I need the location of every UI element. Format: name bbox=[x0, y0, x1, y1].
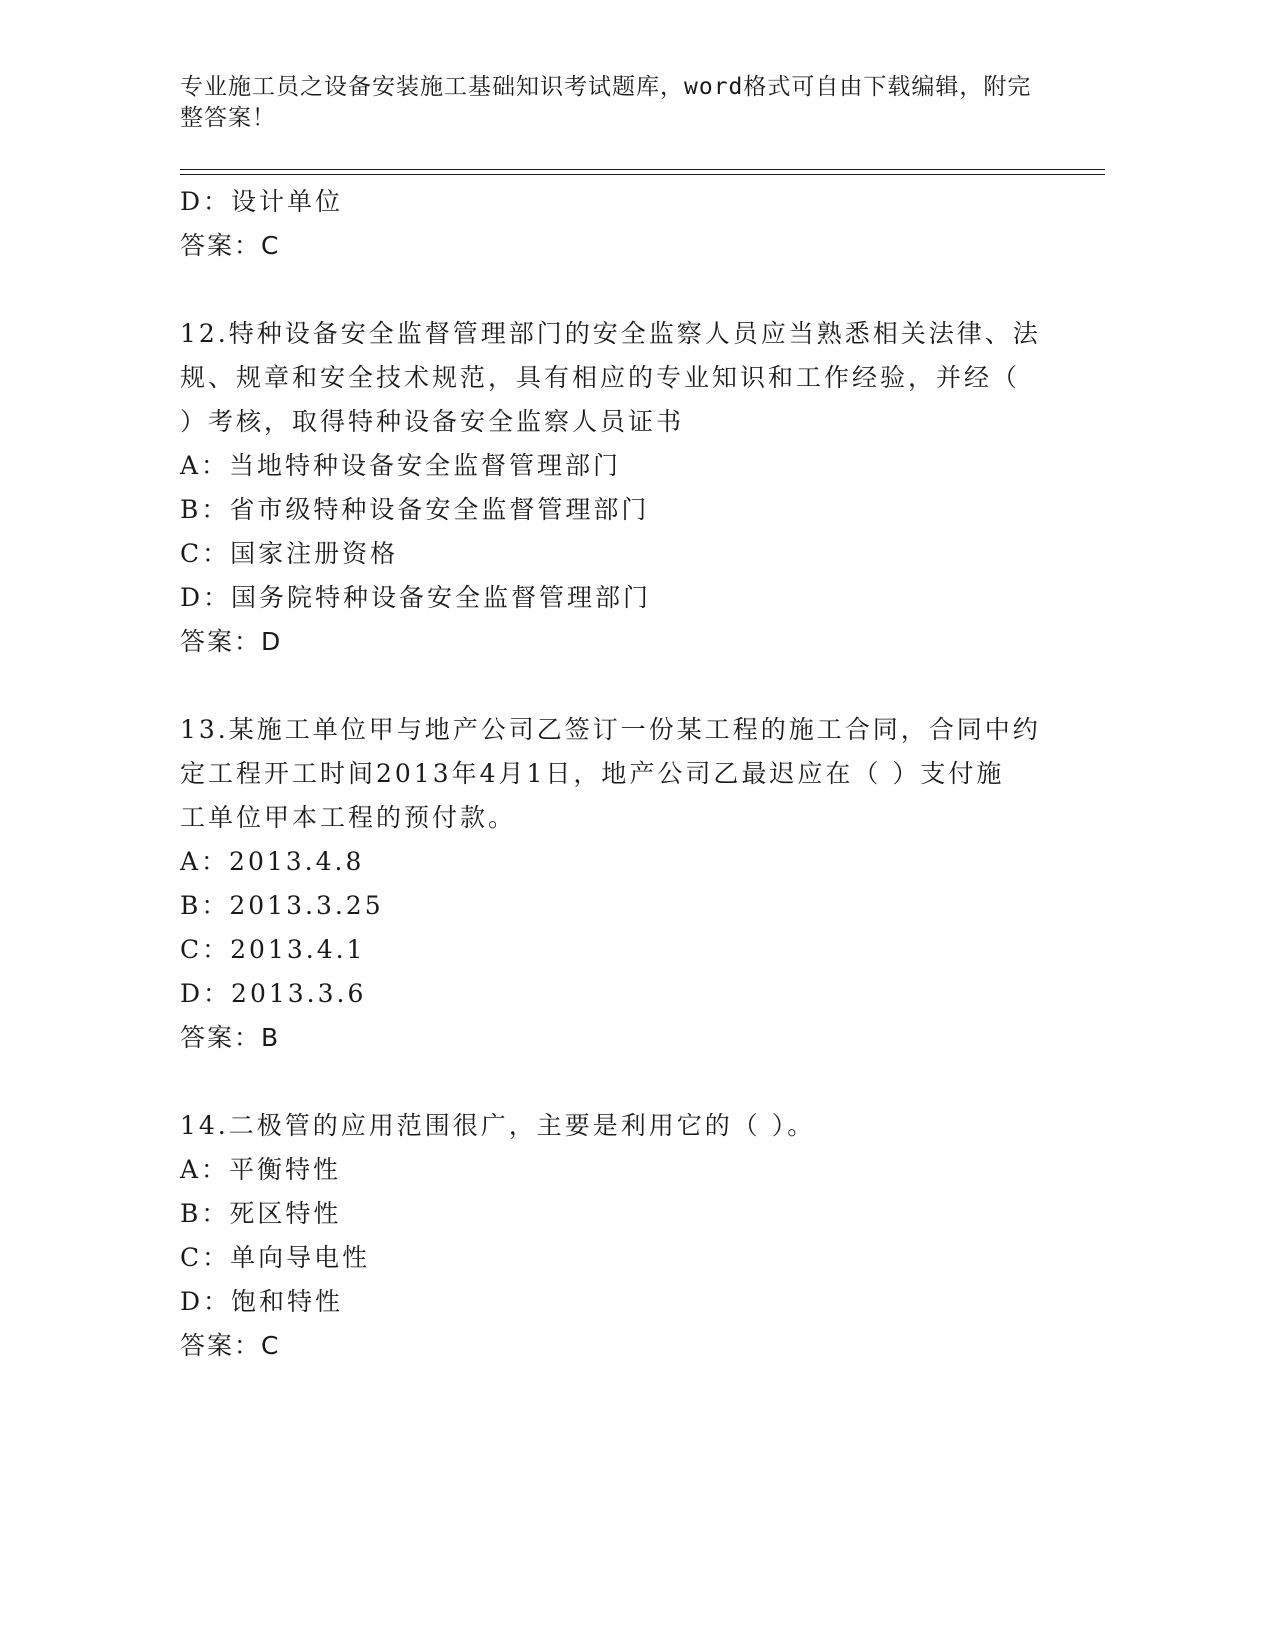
option-a: A：2013.4.8 bbox=[180, 847, 365, 876]
option-d: D：国务院特种设备安全监督管理部门 bbox=[180, 583, 652, 612]
header-line-2: 整答案！ bbox=[180, 105, 276, 131]
option-c: C：2013.4.1 bbox=[180, 935, 366, 964]
question-14 bbox=[180, 1104, 1060, 1368]
answer-line: 答案：C bbox=[180, 1331, 281, 1360]
answer-line: 答案：D bbox=[180, 627, 283, 656]
document-body bbox=[180, 180, 1060, 1368]
question-stem-line: 定工程开工时间2013年4月1日，地产公司乙最迟应在（ ）支付施 bbox=[180, 759, 1005, 788]
option-c: C：国家注册资格 bbox=[180, 539, 399, 568]
question-stem-line: 12.特种设备安全监督管理部门的安全监察人员应当熟悉相关法律、法 bbox=[180, 319, 1041, 348]
question-stem-line: 规、规章和安全技术规范，具有相应的专业知识和工作经验，并经（ bbox=[180, 363, 1021, 392]
header-divider-bottom bbox=[180, 174, 1105, 175]
previous-question-tail bbox=[180, 180, 1060, 268]
header-divider-top bbox=[180, 169, 1105, 170]
option-b: B：死区特性 bbox=[180, 1199, 342, 1228]
option-a: A：当地特种设备安全监督管理部门 bbox=[180, 451, 622, 480]
option-b: B：省市级特种设备安全监督管理部门 bbox=[180, 495, 650, 524]
question-stem-line: 13.某施工单位甲与地产公司乙签订一份某工程的施工合同，合同中约 bbox=[180, 715, 1041, 744]
question-stem-line: 工单位甲本工程的预付款。 bbox=[180, 803, 517, 832]
question-13 bbox=[180, 708, 1060, 1060]
answer-line: 答案：B bbox=[180, 1023, 281, 1052]
answer-line: 答案：C bbox=[180, 231, 281, 260]
document-header bbox=[180, 72, 1060, 134]
option-a: A：平衡特性 bbox=[180, 1155, 342, 1184]
question-12 bbox=[180, 312, 1060, 664]
header-line-1: 专业施工员之设备安装施工基础知识考试题库，word格式可自由下载编辑，附完 bbox=[180, 74, 1032, 100]
option-d: D：设计单位 bbox=[180, 187, 344, 216]
option-d: D：2013.3.6 bbox=[180, 979, 367, 1008]
option-b: B：2013.3.25 bbox=[180, 891, 384, 920]
question-stem-line: ）考核，取得特种设备安全监察人员证书 bbox=[180, 407, 685, 436]
option-c: C：单向导电性 bbox=[180, 1243, 371, 1272]
option-d: D：饱和特性 bbox=[180, 1287, 344, 1316]
question-stem-line: 14.二极管的应用范围很广，主要是利用它的（ ）。 bbox=[180, 1111, 816, 1140]
